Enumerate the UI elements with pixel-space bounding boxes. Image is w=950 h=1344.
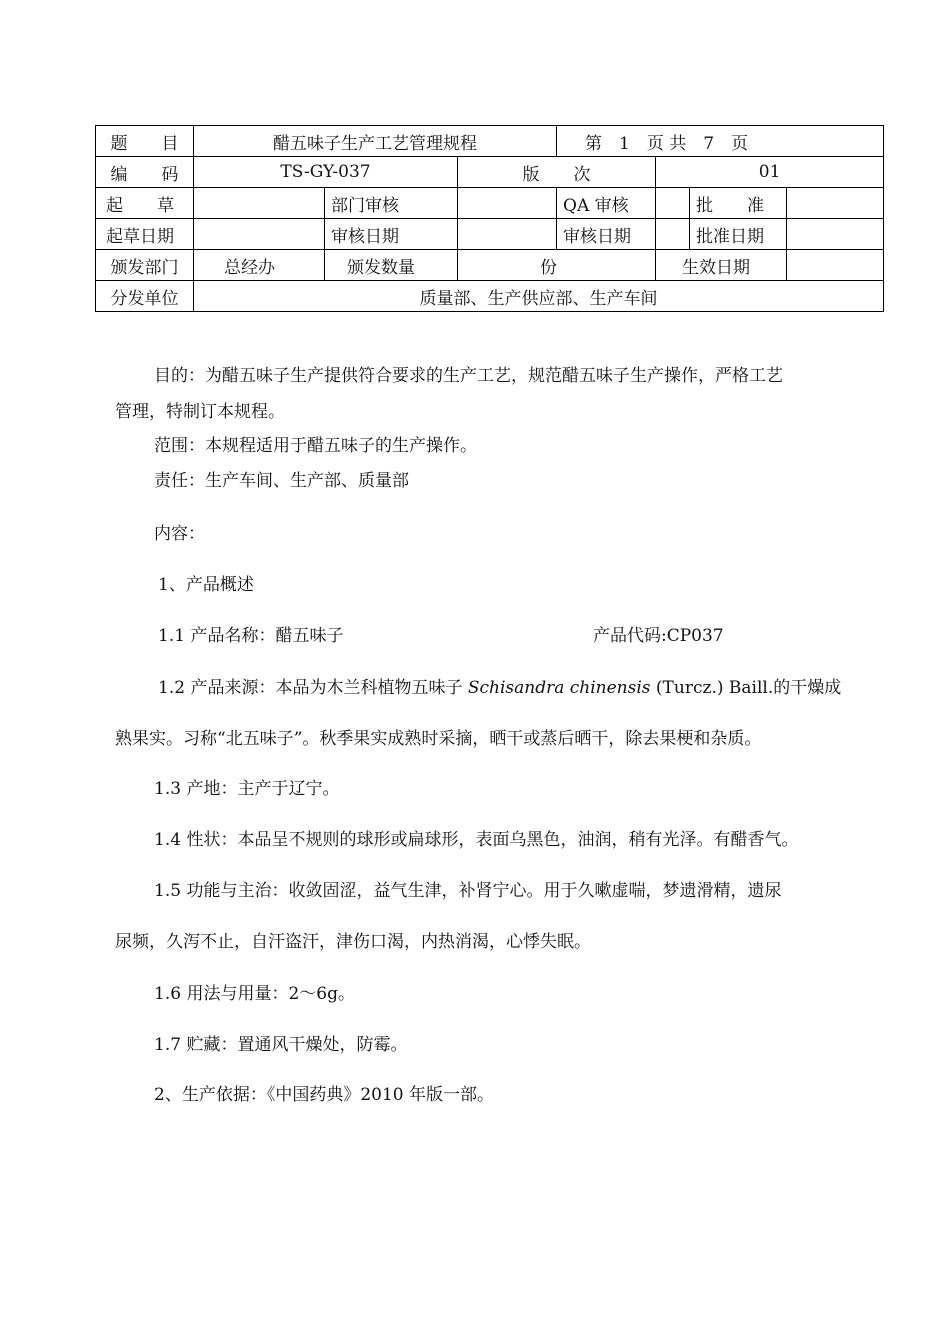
draft-date-label: 起草日期 (96, 219, 194, 250)
approve-label: 批 准 (690, 188, 787, 219)
dept-review-cell (458, 188, 557, 219)
version-value: 01 (656, 157, 884, 188)
review-date-label-1: 审核日期 (325, 219, 458, 250)
issue-qty-label: 颁发数量 (325, 250, 458, 281)
qa-review-cell (656, 188, 690, 219)
responsibility-text: 责任：生产车间、生产部、质量部 (154, 471, 409, 491)
source-prefix: 1.2 产品来源：本品为木兰科植物五味子 (158, 678, 468, 698)
scope-text: 范围：本规程适用于醋五味子的生产操作。 (154, 436, 477, 456)
function-line-2: 尿频，久泻不止，自汗盗汗，津伤口渴，内热消渴，心悸失眠。 (115, 932, 591, 952)
document-title: 醋五味子生产工艺管理规程 (194, 126, 557, 157)
effective-date-cell (787, 250, 884, 281)
latin-name: Schisandra chinensis (467, 678, 651, 698)
function-line-1: 1.5 功能与主治：收敛固涩，益气生津，补肾宁心。用于久嗽虚喘，梦遗滑精，遗尿 (154, 881, 782, 901)
product-name: 1.1 产品名称：醋五味子 (158, 626, 344, 646)
product-source-line-2: 熟果实。习称“北五味子”。秋季果实成熟时采摘，晒干或蒸后晒干，除去果梗和杂质。 (115, 729, 762, 749)
issue-qty-unit: 份 (458, 250, 656, 281)
section-2-basis: 2、生产依据：《中国药典》2010 年版一部。 (154, 1085, 494, 1105)
purpose-line-2: 管理，特制订本规程。 (115, 402, 285, 422)
draft-date-cell (194, 219, 325, 250)
qa-review-label: QA 审核 (557, 188, 656, 219)
approve-cell (787, 188, 884, 219)
issue-dept-label: 颁发部门 (96, 250, 194, 281)
review-date-cell-1 (458, 219, 557, 250)
properties-text: 1.4 性状：本品呈不规则的球形或扁球形，表面乌黑色，油润，稍有光泽。有醋香气。 (154, 830, 799, 850)
issue-dept-value: 总经办 (194, 250, 325, 281)
product-code: 产品代码:CP037 (593, 626, 724, 646)
approve-date-label: 批准日期 (690, 219, 787, 250)
purpose-line-1: 目的：为醋五味子生产提供符合要求的生产工艺，规范醋五味子生产操作，严格工艺 (154, 366, 783, 386)
dosage-text: 1.6 用法与用量：2～6g。 (154, 984, 355, 1004)
version-label: 版 次 (458, 157, 656, 188)
page-info: 第 1 页 共 7 页 (557, 126, 884, 157)
content-label: 内容： (154, 524, 205, 544)
distribution-value: 质量部、生产供应部、生产车间 (194, 281, 884, 312)
origin-text: 1.3 产地：主产于辽宁。 (154, 779, 340, 799)
document-header-table (95, 125, 884, 312)
draft-cell (194, 188, 325, 219)
approve-date-cell (787, 219, 884, 250)
source-suffix: (Turcz.) Baill.的干燥成 (650, 678, 842, 698)
code-label: 编 码 (96, 157, 194, 188)
distribution-label: 分发单位 (96, 281, 194, 312)
product-source-line-1 (158, 676, 841, 700)
draft-label: 起 草 (96, 188, 194, 219)
title-label: 题 目 (96, 126, 194, 157)
review-date-label-2: 审核日期 (557, 219, 656, 250)
storage-text: 1.7 贮藏：置通风干燥处，防霉。 (154, 1035, 408, 1055)
code-value: TS-GY-037 (194, 157, 458, 188)
review-date-cell-2 (656, 219, 690, 250)
section-1-title: 1、产品概述 (158, 575, 254, 595)
effective-date-label: 生效日期 (656, 250, 787, 281)
dept-review-label: 部门审核 (325, 188, 458, 219)
